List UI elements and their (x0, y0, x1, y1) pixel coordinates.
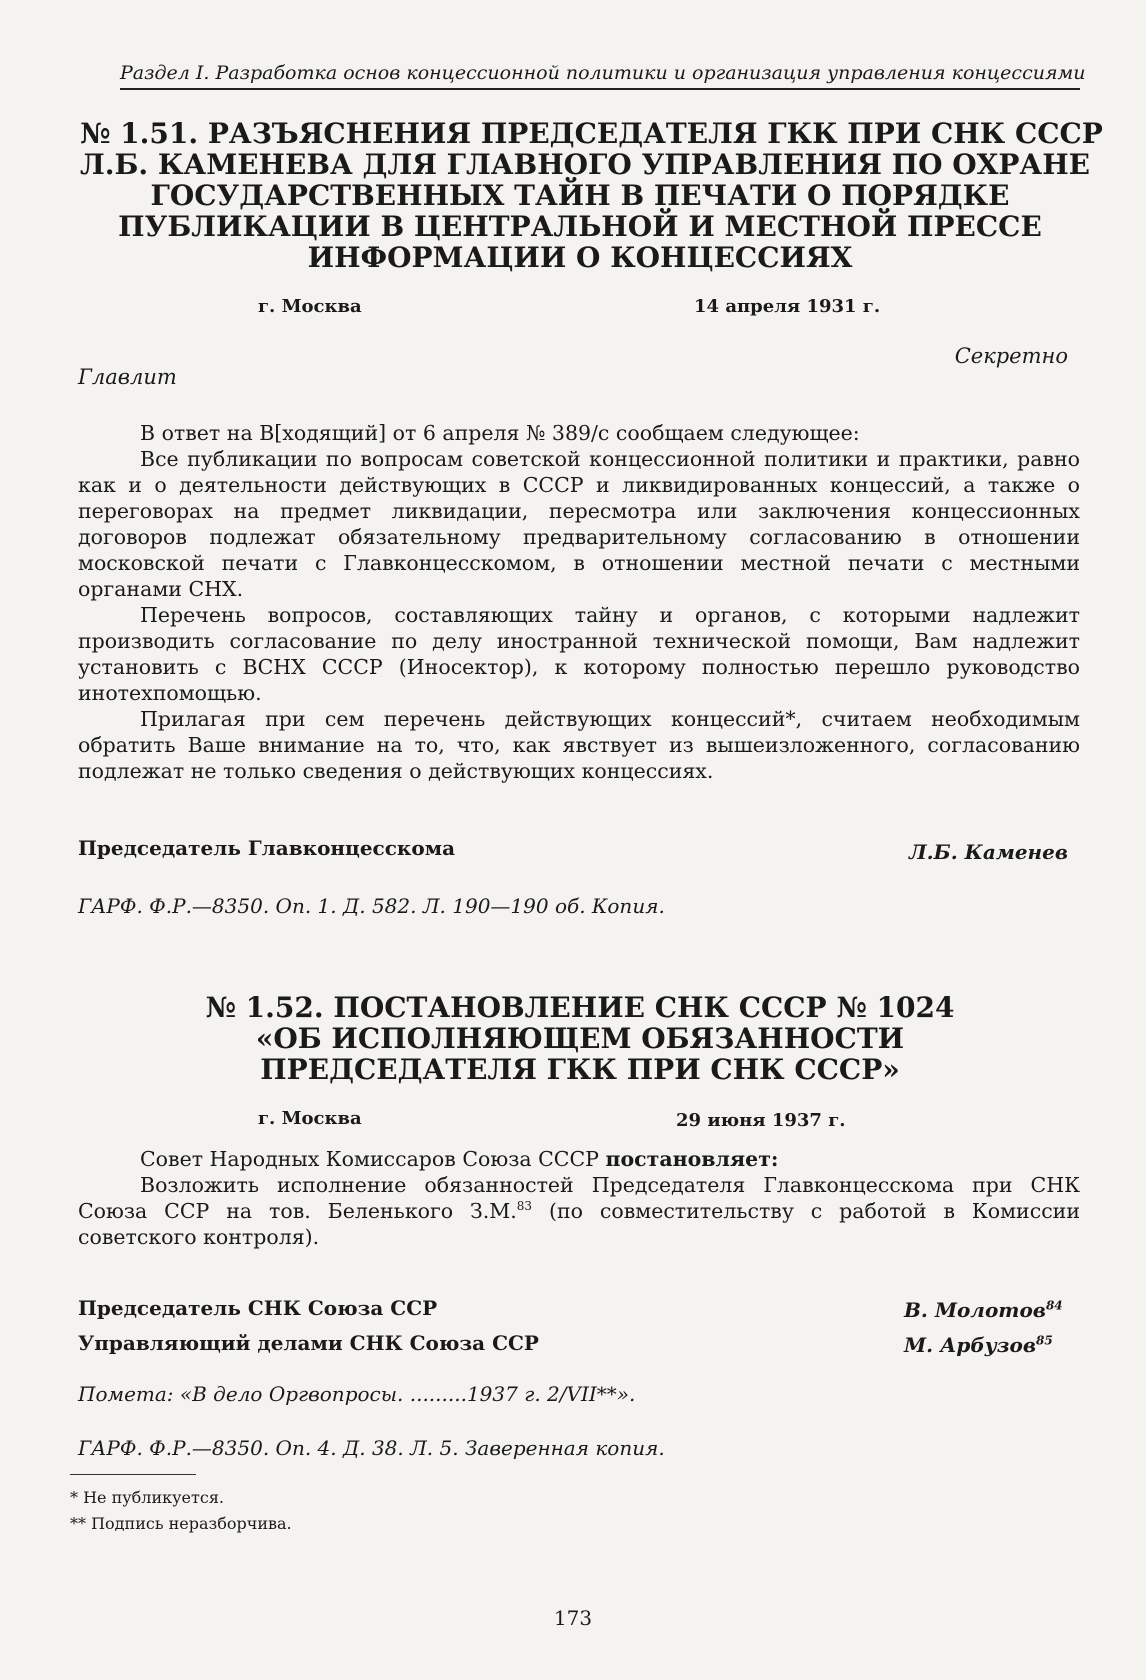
doc2-para2-text: Возложить исполнение обязанностей Председателя Главконцесскома при СНК Союза ССР на тов. Беленького З.М. (78, 1173, 1080, 1223)
doc2-signer2-text: М. Арбузов (904, 1333, 1036, 1357)
footnote: ** Подпись неразборчива. (70, 1514, 292, 1533)
doc2-signer1-name (904, 1298, 1063, 1322)
doc2-resolves: постановляет: (605, 1147, 779, 1171)
footnote-ref: 85 (1035, 1333, 1053, 1348)
doc2-paragraph (78, 1172, 1080, 1250)
doc2-note: Помета: «В дело Оргвопросы. .........1937 г. 2/VII**». (78, 1382, 636, 1406)
doc1-paragraph: В ответ на В[ходящий] от 6 апреля № 389/с сообщаем следующее: (140, 421, 860, 445)
doc2-signer1-title: Председатель СНК Союза ССР (78, 1296, 438, 1320)
doc2-title-line: «ОБ ИСПОЛНЯЮЩЕМ ОБЯЗАННОСТИ (255, 1022, 905, 1055)
doc1-title (80, 117, 1103, 274)
doc2-signer1-text: В. Молотов (904, 1298, 1046, 1322)
doc2-signer2-name (904, 1333, 1053, 1357)
footnote-ref: 83 (516, 1199, 533, 1214)
doc2-title (80, 992, 1080, 1085)
doc2-para1-text: Совет Народных Комиссаров Союза СССР (140, 1147, 606, 1171)
doc2-paragraph (78, 1146, 1080, 1172)
doc1-archive-ref: ГАРФ. Ф.Р.—8350. Оп. 1. Д. 582. Л. 190—190 об. Копия. (78, 894, 665, 918)
doc2-title-line: ПРЕДСЕДАТЕЛЯ ГКК ПРИ СНК СССР» (260, 1053, 900, 1086)
doc1-title-line: № 1.51. РАЗЪЯСНЕНИЯ ПРЕДСЕДАТЕЛЯ ГКК ПРИ СНК СССР (80, 117, 1103, 150)
running-header: Раздел I. Разработка основ концессионной политики и организация управления концессиями (120, 62, 1086, 84)
doc1-title-line: Л.Б. КАМЕНЕВА ДЛЯ ГЛАВНОГО УПРАВЛЕНИЯ ПО ОХРАНЕ (80, 148, 1091, 181)
page-number: 173 (553, 1606, 593, 1630)
doc2-body (78, 1146, 1080, 1250)
footnote: * Не публикуется. (70, 1488, 225, 1507)
doc1-paragraph: Все публикации по вопросам советской концессионной политики и практики, равно как и о деятельности действующих в СССР и ликвидированных концессий, а также о переговорах на предмет ликвидации, пересмотра или заключения концессионных договоров подлежат обязательному предварительному согласованию в отношении московской печати с Главконцесскомом, в отношении местной печати с местными органами СНХ. (78, 447, 1080, 601)
doc1-signer-name: Л.Б. Каменев (909, 840, 1068, 864)
doc2-signer2-title: Управляющий делами СНК Союза ССР (78, 1331, 539, 1355)
doc1-date: 14 апреля 1931 г. (694, 296, 881, 317)
doc1-secret-mark: Секретно (954, 344, 1068, 368)
doc2-place: г. Москва (258, 1108, 362, 1129)
header-rule (120, 88, 1080, 90)
footnote-rule (70, 1474, 196, 1475)
doc1-signer-title: Председатель Главконцесскома (78, 836, 456, 860)
doc2-para2-tail: (по совместительству с работой в Комиссии советского контроля). (78, 1199, 1081, 1249)
doc1-title-line: ИНФОРМАЦИИ О КОНЦЕССИЯХ (307, 241, 853, 274)
footnote-ref: 84 (1045, 1298, 1063, 1313)
doc2-archive-ref: ГАРФ. Ф.Р.—8350. Оп. 4. Д. 38. Л. 5. Заверенная копия. (78, 1436, 665, 1460)
doc2-date: 29 июня 1937 г. (676, 1110, 846, 1131)
doc1-place: г. Москва (258, 296, 362, 317)
doc1-title-line: ПУБЛИКАЦИИ В ЦЕНТРАЛЬНОЙ И МЕСТНОЙ ПРЕССЕ (118, 210, 1042, 243)
doc2-title-line: № 1.52. ПОСТАНОВЛЕНИЕ СНК СССР № 1024 (205, 991, 955, 1024)
doc1-addressee: Главлит (78, 365, 177, 389)
doc1-body (78, 420, 1080, 784)
doc1-paragraph: Перечень вопросов, составляющих тайну и органов, с которыми надлежит производить согласование по делу иностранной технической помощи, Вам надлежит установить с ВСНХ СССР (Иносектор), к которому полностью перешло руководство инотехпомощью. (78, 603, 1080, 705)
doc1-paragraph: Прилагая при сем перечень действующих концессий*, считаем необходимым обратить Ваше внимание на то, что, как явствует из вышеизложенного, согласованию подлежат не только сведения о действующих концессиях. (78, 707, 1080, 783)
doc1-title-line: ГОСУДАРСТВЕННЫХ ТАЙН В ПЕЧАТИ О ПОРЯДКЕ (150, 179, 1010, 212)
